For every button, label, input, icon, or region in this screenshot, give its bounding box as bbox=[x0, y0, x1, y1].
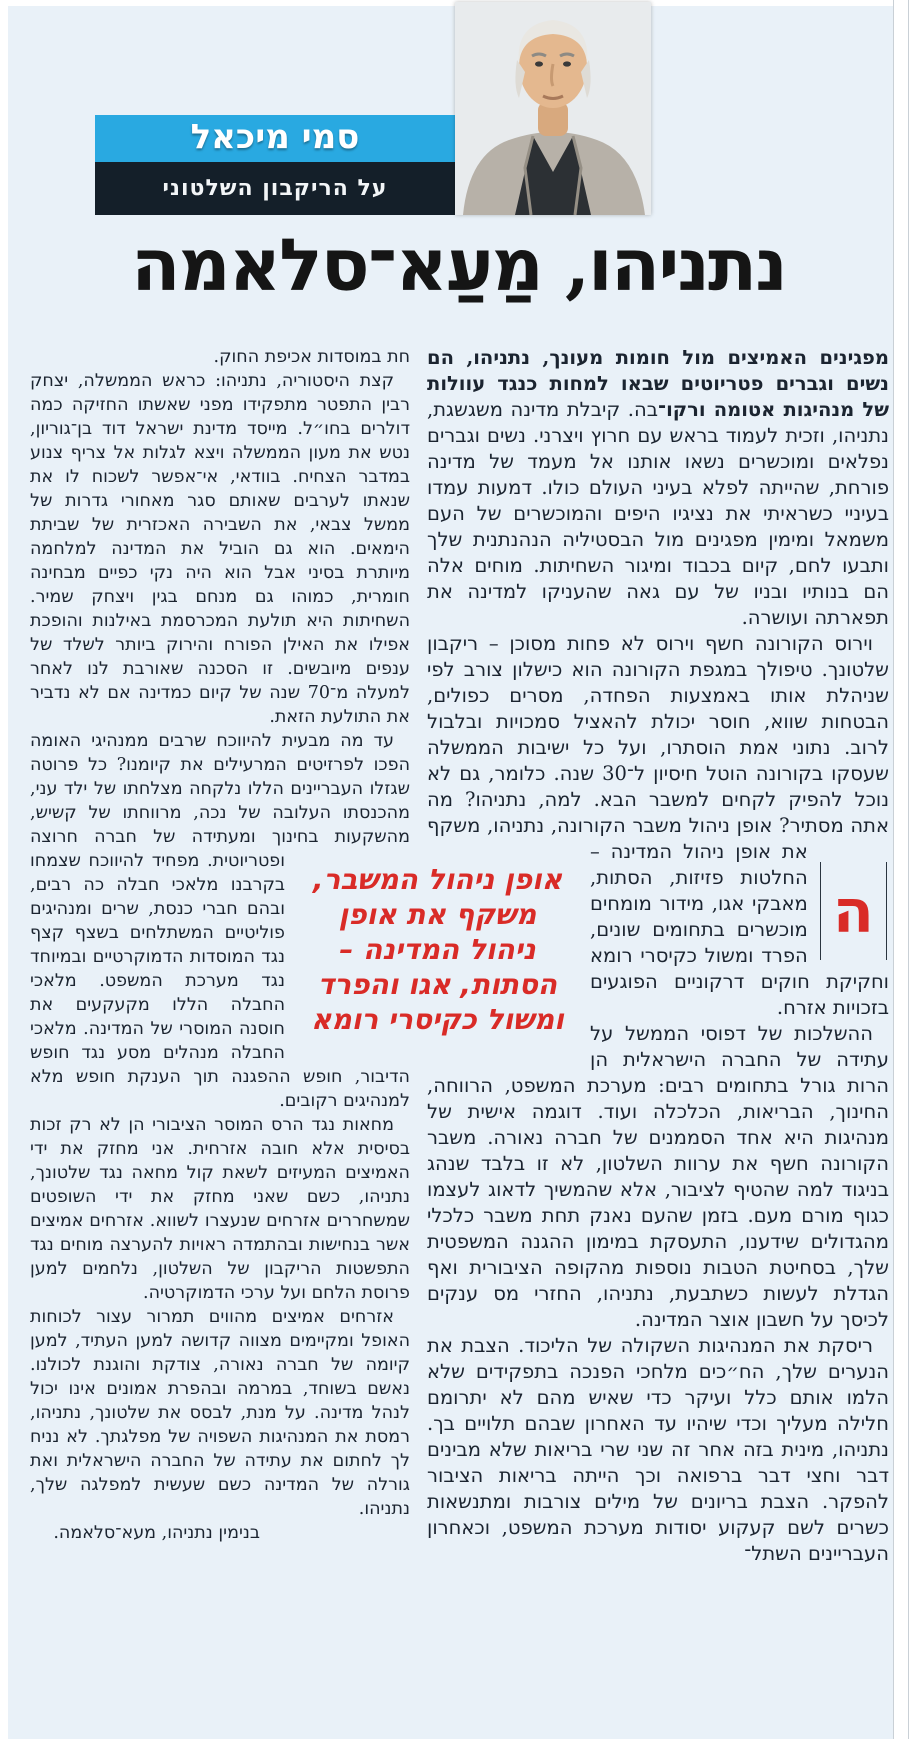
pull-quote-line: הסתות, אגו והפרד bbox=[317, 968, 558, 1001]
headline: נתניהו, מַעַא־סלאמה bbox=[131, 222, 786, 307]
closing-line: בנימין נתניהו, מעא־סלאמה. bbox=[53, 1523, 260, 1543]
author-name: סמי מיכאל bbox=[190, 117, 360, 157]
paragraph: וירוס הקורונה חשף וירוס לא פחות מסוכן – ריקבון שלטונך. טיפולך במגפת הקורונה הוא כישלון צורב לפי שניהלת אותו באמצעות הפחדה, מסרים כפולים, הבטחות שווא, חוסר יכולת להאציל סמכויות ובלבול לרוב. נתוני אמת הוסתרו, ועל כל ישיבות הממשלה שעסקו בקורונה הוטל חיסיון ל־30 שנה. כלומר, גם לא נוכל להפיק לקחים למשבר הבא. למה, נתניהו? מה אתה מסתיר? אופן ניהול משבר הקורונה, נתניהו, משקף את אופן ניהול המדינה – החלטות פזיזות, הסתות, מאבקי אגו, מידור מומחים מוכשרים בתחומים שונים, הפרד ומשול כקיסרי רומא וחקיקת חוקים דרקוניים הפוגעים בזכויות אזרח. bbox=[427, 632, 889, 1019]
paragraph: אזרחים אמיצים מהווים תמרור עצור לכוחות האופל ומקיימים מצווה קדושה למען העתיד, למען קיומה של חברה נאורה, צודקת והוגנת לכולנו. נאשם בשוחד, במרמה ובהפרת אמונים אינו יכול לנהל מדינה. על מנת, לבסס את שלטונך, נתניהו, רמסת את המנהיגות השפויה של מפלגתך. לא נניח לך לחתום את עתידה של החברה הישראלית ואת גורלה של המדינה כשם שעשית למפלגה שלך, נתניהו. bbox=[30, 1307, 410, 1519]
lead-bold-text: מפגינים האמיצים מול חומות מעונך, נתניהו, הם נשים וגברים פטריוטים שבאו למחות כנגד עוולות של מנהיגות אטומה ורקו־ bbox=[427, 346, 890, 421]
paragraph: ריסקת את המנהיגות השקולה של הליכוד. הצבת את הנערים שלך, הח״כים מלחכי הפנכה בתפקידים שלא הלמו אותם כלל ועיקר כדי שאיש מהם לא יתרומם חלילה מעליך וכדי שיהיו עד האחרון שבהם תלויים בך. נתניהו, מינית בזה אחר זה שני שרי בריאות שלא מבינים דבר וחצי דבר ברפואה וכך הייתה בריאות הציבור להפקר. הצבת בריונים של מילים צורבות ומתנשאות כשרים לשם קעקוע יסודות מערכת המשפט, וכאחרון העבריינים השתל־ bbox=[427, 1334, 889, 1565]
column-topic: על הריקבון השלטוני bbox=[162, 176, 388, 201]
pull-quote bbox=[295, 862, 580, 1037]
pull-quote-line: אופן ניהול המשבר, bbox=[312, 863, 563, 896]
pull-quote-line: ניהול המדינה – bbox=[339, 933, 536, 966]
author-photo bbox=[455, 2, 651, 215]
drop-cap: ה bbox=[820, 862, 887, 960]
lead-rest-text: בה. קיבלת מדינה משגשגת, נתניהו, וזכית לעמוד בראש עם חרוץ ויצרני. נשים וגברים נפלאים ומוכשרים נשאו אותנו אל מעמד של מדינה פורחת, שהייתה לפלא בעיני העולם כולו. דמעות עמדו בעיניי כשראיתי את נציגיו היפים והמוכשרים של העם משמאל ומימין מפגינים מול הבסטיליה הנהנתנית שלך ותבעו לחם, קיום בכבוד ומיגור השחיתות. מוחים אלה הם בנותיו ובניו של עם גאה שהעניקו למדינה את תפארתה ועושרה. bbox=[427, 398, 889, 629]
paragraph: עד מה מבעית להיווכח שרבים ממנהיגי האומה הפכו לפרזיטים המרעילים את קיומנו? כל פרוטה שגזלו העבריינים הללו נלקחה מצלחתו של ילד עני, מהכנסתו העלובה של נכה, מרווחתו של קשיש, מהשקעות בחינוך ומעתידה של חברה חרוצה ופטריוטית. מפחיד להיווכח שצמחו בקרבנו מלאכי חבלה כה רבים, ובהם חברי כנסת, שרים ומנהיגים פוליטיים המשתלחים בשצף קצף נגד המוסדות הדמוקרטיים ובמיוחד נגד מערכת המשפט. מלאכי החבלה הללו מקעקעים את חוסנה המוסרי של המדינה. מלאכי החבלה מנהלים מסע נגד חופש הדיבור, חופש ההפגנה תוך הענקת חופש מלא למנהיגים רקובים. bbox=[30, 731, 410, 1111]
paragraph-continuation: חת במוסדות אכיפת החוק. bbox=[213, 347, 410, 367]
paragraph: קצת היסטוריה, נתניהו: כראש הממשלה, יצחק רבין התפטר מתפקידו מפני שאשתו החזיקה כמה דולרים בחו״ל. מייסד מדינת ישראל דוד בן־גוריון, נטש את מעון הממשלה ויצא לגלות אל צריף צנוע במדבר הצחיח. בוודאי, אי־אפשר לשכוח לו את שנאתו לערבים שאותם סגר מאחורי גדרות של ממשל צבאי, את השבירה האכזרית של שביתת הימאים. הוא גם הוביל את המדינה למלחמה מיותרת בסיני אבל הוא היה נקי כפיים מבחינה חומרית, כמוהו גם מנחם בגין ויצחק שמיר. השחיתות היא תולעת המכרסמת באילנות והופכת אפילו את האילן הפורח והירוק ביותר לשלד של ענפים מיובשים. זו הסכנה שאורבת לנו לאחר למעלה מ־70 שנה של קיום כמדינה אם לא נדביר את התולעת הזאת. bbox=[30, 371, 410, 727]
pull-quote-line: ומשול כקיסרי רומא bbox=[311, 1003, 564, 1036]
paragraph: ההשלכות של דפוסי הממשל על עתידה של החברה הישראלית הן הרות גורל בתחומים רבים: מערכת המשפט, הרווחה, החינוך, הבריאות, הכלכלה ועוד. דוגמה אישית של מנהיגות היא אחד הסממנים של חברה נאורה. משבר הקורונה חשף את ערוות השלטון, לא זו בלבד שנהג בניגוד למה שהטיף לציבור, אלא שהמשיך לדאוג לעצמו כגוף מורם מעם. בזמן שהעם נאנק תחת משבר כלכלי מהגדולים שידענו, התעסקת במימון ההגנה המשפטית שלך, בסחיטת הטבות נוספות מהקופה הציבורית ואף הגדלת לעשות כשתבעת, נתניהו, החזרי מס ענקים לכיסך על חשבון אוצר המדינה. bbox=[427, 1022, 889, 1331]
paragraph: מחאות נגד הרס המוסר הציבורי הן לא רק זכות בסיסית אלא חובה אזרחית. אני מחזק את ידי האמיצים המעיזים לשאת קול מחאה נגד שלטונך, נתניהו, כשם שאני מחזק את ידי השופטים שמשחררים אזרחים שנעצרו לשווא. אזרחים אמיצים אשר בנחישות ובהתמדה ראויות להערצה מוחים נגד התפשטות הריקבון של השלטון, נלחמים למען פרוסת הלחם ועל ערכי הדמוקרטיה. bbox=[30, 1115, 410, 1303]
author-portrait-illustration bbox=[455, 2, 651, 215]
pull-quote-line: משקף את אופן bbox=[338, 898, 537, 931]
